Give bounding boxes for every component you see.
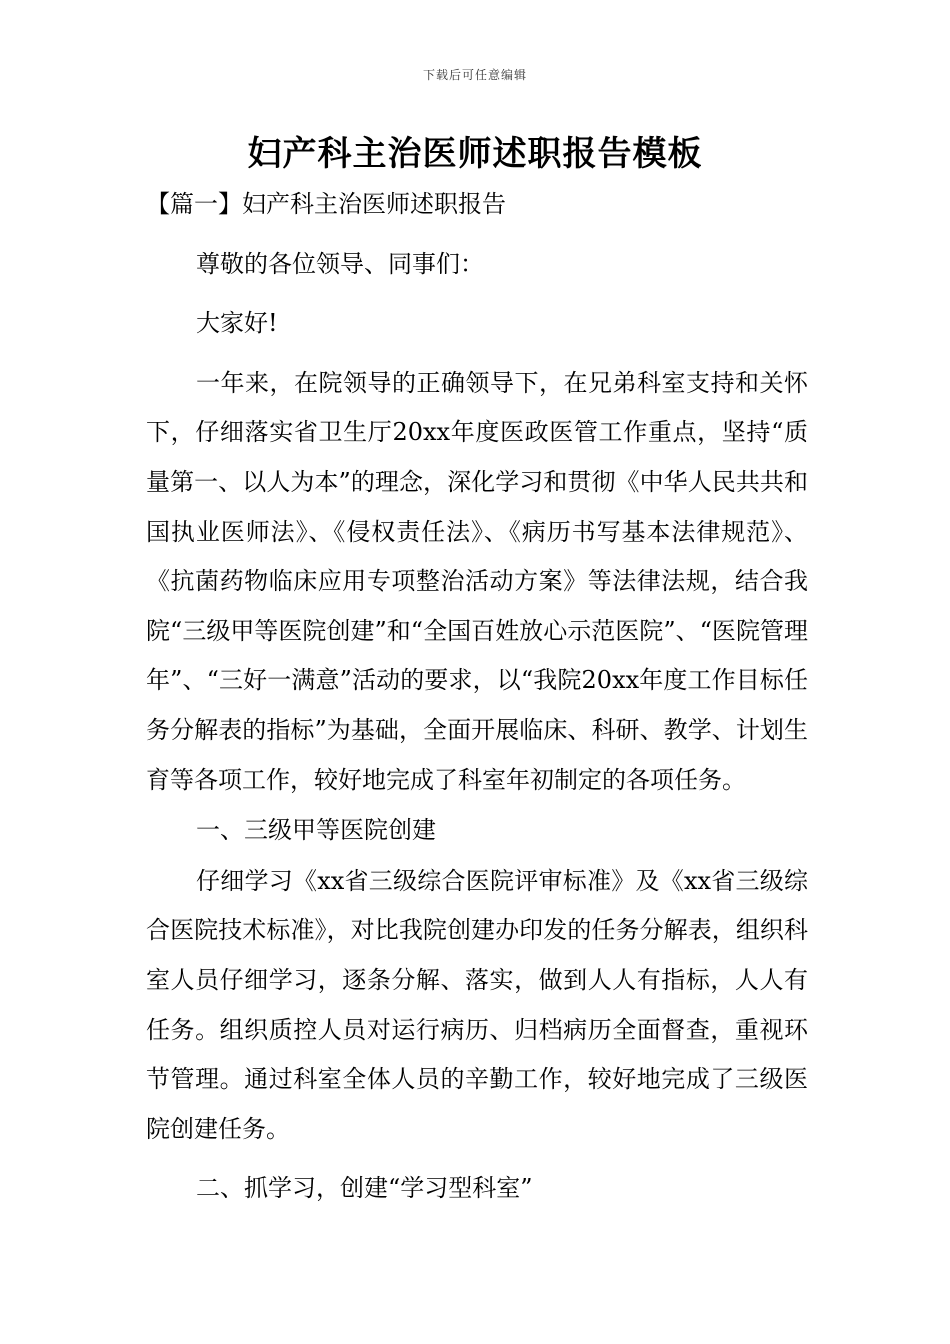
document-body [146,180,808,1214]
salutation: 尊敬的各位领导、同事们： [196,249,484,278]
chapter-heading: 【篇一】妇产科主治医师述职报告 [146,190,506,218]
section-heading-1: 一、三级甲等医院创建 [196,816,436,845]
section-heading-2: 二、抓学习，创建“学习型科室” [196,1174,533,1203]
page-header-note: 下载后可任意编辑 [422,68,527,82]
document-title: 妇产科主治医师述职报告模板 [247,134,703,174]
section-body-1: 仔细学习《xx省三级综合医院评审标准》及《xx省三级综合医院技术标准》，对比我院创建办印发的任务分解表，组织科室人员仔细学习，逐条分解、落实，做到人人有指标，人人有任务。组织质控人员对运行病历、归档病历全面督查，重视环节管理。通过科室全体人员的辛勤工作，较好地完成了三级医院创建任务。 [146,866,808,1143]
greeting: 大家好! [196,309,278,338]
intro-paragraph: 一年来，在院领导的正确领导下，在兄弟科室支持和关怀下，仔细落实省卫生厅20xx年度医政医管工作重点，坚持“质量第一、以人为本”的理念，深化学习和贯彻《中华人民共共和国执业医师法》、《侵权责任法》、《病历书写基本法律规范》、《抗菌药物临床应用专项整治活动方案》等法律法规，结合我院“三级甲等医院创建”和“全国百姓放心示范医院”、“医院管理年”、“三好一满意”活动的要求，以“我院20xx年度工作目标任务分解表的指标”为基础，全面开展临床、科研、教学、计划生育等各项工作，较好地完成了科室年初制定的各项任务。 [146,368,808,794]
